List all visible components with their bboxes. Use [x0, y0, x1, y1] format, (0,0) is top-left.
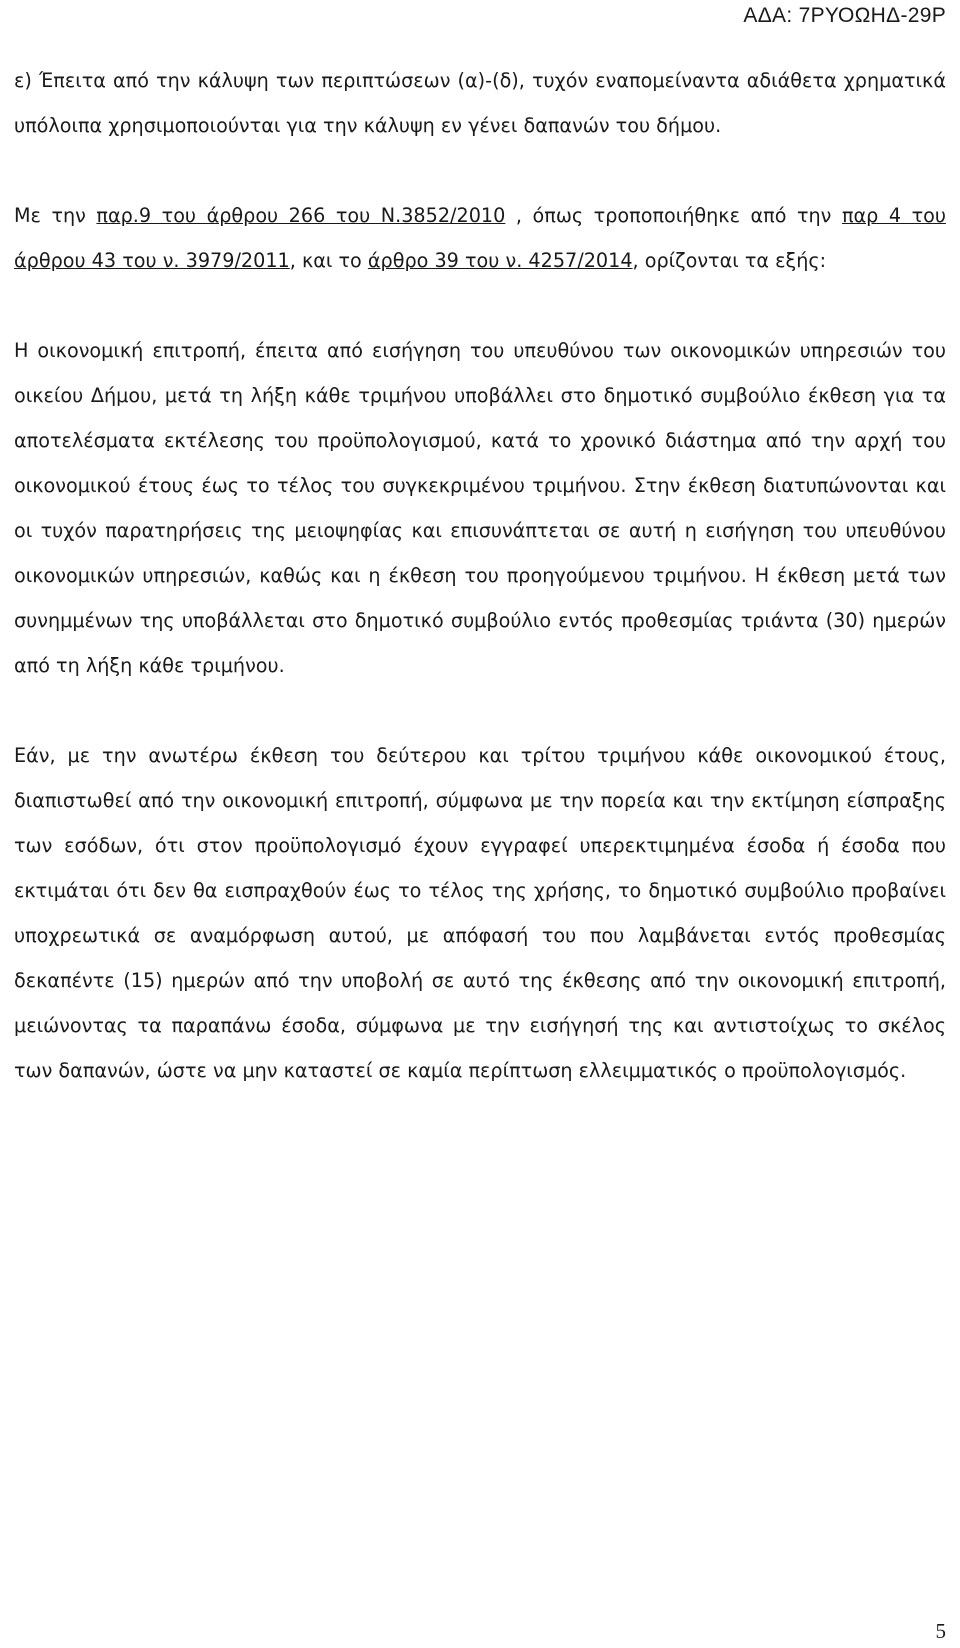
paragraph-legal-reference	[14, 193, 946, 283]
paragraph-e: ε) Έπειτα από την κάλυψη των περιπτώσεων (α)-(δ), τυχόν εναπομείναντα αδιάθετα χρηματικά υπόλοιπα χρησιμοποιούνται για την κάλυψη εν γένει δαπανών του δήμου.	[14, 69, 946, 137]
paragraph-text: Με την	[14, 204, 97, 227]
paragraph-text: , και το	[289, 249, 368, 272]
law-link-3979-2011[interactable]: παρ 4 του άρθρου 43 του ν. 3979/2011	[14, 204, 946, 272]
paragraph-quarterly-report: Η οικονομική επιτροπή, έπειτα από εισήγηση του υπευθύνου των οικονομικών υπηρεσιών του οικείου Δήμου, μετά τη λήξη κάθε τριμήνου υποβάλλει στο δημοτικό συμβούλιο έκθεση για τα αποτελέσματα εκτέλεσης του προϋπολογισμού, κατά το χρονικό διάστημα από την αρχή του οικονομικού έτους έως το τέλος του συγκεκριμένου τριμήνου. Στην έκθεση διατυπώνονται και οι τυχόν παρατηρήσεις της μειοψηφίας και επισυνάπτεται σε αυτή η εισήγηση του υπευθύνου οικονομικών υπηρεσιών, καθώς και η έκθεση του προηγούμενου τριμήνου. Η έκθεση μετά των συνημμένων της υποβάλλεται στο δημοτικό συμβούλιο εντός προθεσμίας τριάντα (30) ημερών από τη λήξη κάθε τριμήνου.	[14, 339, 946, 677]
paragraph-text: , ορίζονται τα εξής:	[632, 249, 827, 272]
document-body	[14, 58, 946, 1138]
paragraph-text: , όπως τροποποιήθηκε από την	[505, 204, 842, 227]
paragraph-budget-revision: Εάν, με την ανωτέρω έκθεση του δεύτερου και τρίτου τριμήνου κάθε οικονομικού έτους, διαπιστωθεί από την οικονομική επιτροπή, σύμφωνα με την πορεία και την εκτίμηση είσπραξης των εσόδων, ότι στον προϋπολογισμό έχουν εγγραφεί υπερεκτιμημένα έσοδα ή έσοδα που εκτιμάται ότι δεν θα εισπραχθούν έως το τέλος της χρήσης, το δημοτικό συμβούλιο προβαίνει υποχρεωτικά σε αναμόρφωση αυτού, με απόφασή του που λαμβάνεται εντός προθεσμίας δεκαπέντε (15) ημερών από την υποβολή σε αυτό της έκθεσης από την οικονομική επιτροπή, μειώνοντας τα παραπάνω έσοδα, σύμφωνα με την εισήγησή της και αντιστοίχως το σκέλος των δαπανών, ώστε να μην καταστεί σε καμία περίπτωση ελλειμματικός ο προϋπολογισμός.	[14, 744, 946, 1082]
law-link-3852-2010[interactable]: παρ.9 του άρθρου 266 του Ν.3852/2010	[96, 204, 506, 227]
law-link-4257-2014[interactable]: άρθρο 39 του ν. 4257/2014	[367, 249, 633, 272]
ada-header: ΑΔΑ: 7ΡΥΟΩΗΔ-29Ρ	[743, 4, 946, 27]
page-number: 5	[935, 1619, 946, 1643]
